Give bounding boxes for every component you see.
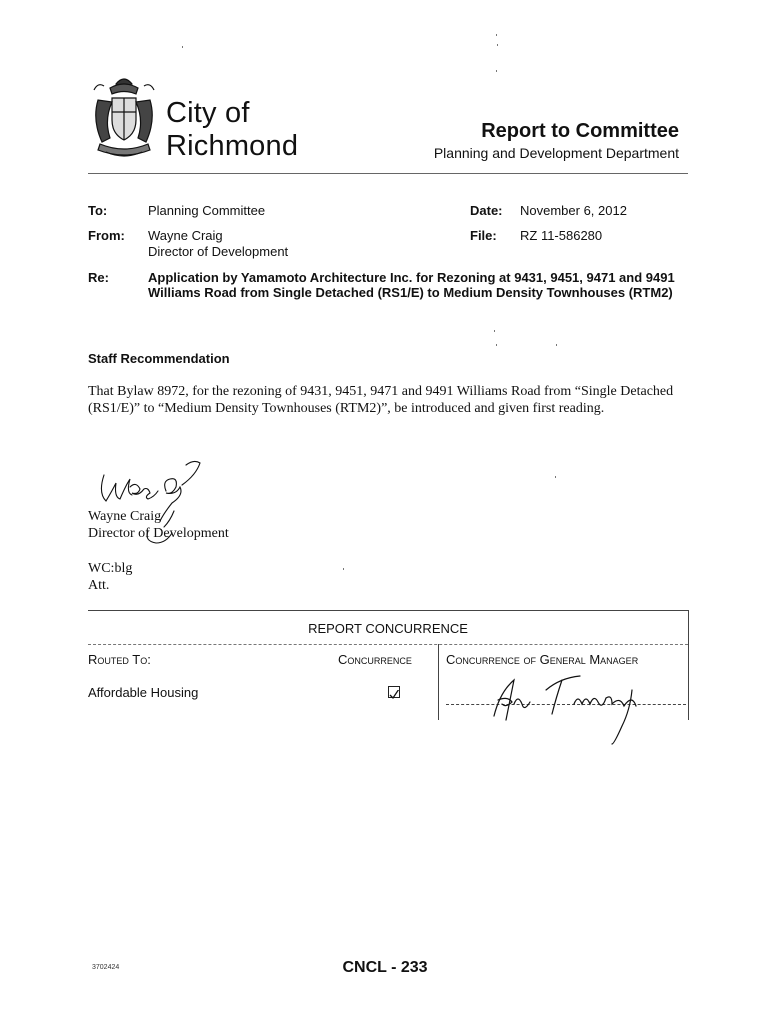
re-label: Re: [88, 270, 109, 285]
file-label: File: [470, 228, 497, 243]
concurrence-column-divider [438, 644, 439, 720]
to-label: To: [88, 203, 108, 218]
typist-initials: WC:blg [88, 561, 133, 576]
scan-speck [182, 46, 183, 48]
attachment-note: Att. [88, 578, 110, 593]
concurrence-table-right-border [688, 610, 689, 644]
document-number: 3702424 [92, 964, 120, 971]
file-value: RZ 11-586280 [520, 228, 603, 243]
concurrence-table-right-border-lower [688, 644, 689, 720]
from-label: From: [88, 228, 125, 243]
scan-speck [343, 568, 344, 570]
date-value: November 6, 2012 [520, 203, 627, 218]
concurrence-heading: REPORT CONCURRENCE [308, 621, 468, 636]
concurrence-checkbox[interactable] [388, 686, 400, 698]
from-title: Director of Development [148, 244, 289, 259]
scan-speck [556, 344, 557, 346]
recommendation-text: That Bylaw 8972, for the rezoning of 9431, 9451, 9471 and 9491 Williams Road from “Single Detached (RS1/E)” to “Medium Density Townhouses (RTM2)”, be introduced and given first reading. [88, 384, 674, 416]
scan-speck [496, 70, 497, 72]
report-title: Report to Committee [481, 120, 679, 142]
date-label: Date: [470, 203, 503, 218]
page-label: CNCL - 233 [342, 959, 428, 976]
signer-name: Wayne Craig [88, 509, 162, 524]
concurrence-table-top-border [88, 610, 688, 611]
scan-speck [497, 44, 498, 46]
routed-to-header: Routed To: [88, 652, 151, 667]
logo-city-text: City of [166, 97, 250, 129]
header-divider [88, 173, 688, 174]
concurrence-header: Concurrence [338, 652, 412, 667]
scan-speck [555, 476, 556, 478]
from-name: Wayne Craig [148, 228, 223, 243]
department-name: Planning and Development Department [433, 145, 679, 161]
city-crest-icon [86, 70, 162, 166]
staff-recommendation-heading: Staff Recommendation [88, 351, 230, 366]
scan-speck [496, 344, 497, 346]
routed-to-item: Affordable Housing [88, 685, 199, 700]
signer-title: Director of Development [88, 526, 229, 541]
general-manager-signature [478, 660, 678, 750]
scan-speck [496, 34, 497, 36]
scan-speck [494, 330, 495, 332]
general-manager-header: Concurrence of General Manager [446, 652, 639, 667]
concurrence-table-divider [88, 644, 688, 645]
re-subject: Application by Yamamoto Architecture Inc. for Rezoning at 9431, 9451, 9471 and 9491 Williams Road from Single Detached (RS1/E) to Medium Density Townhouses (RTM2) [148, 270, 675, 300]
to-value: Planning Committee [148, 203, 266, 218]
check-icon [389, 690, 399, 700]
logo-richmond-text: Richmond [166, 130, 299, 162]
